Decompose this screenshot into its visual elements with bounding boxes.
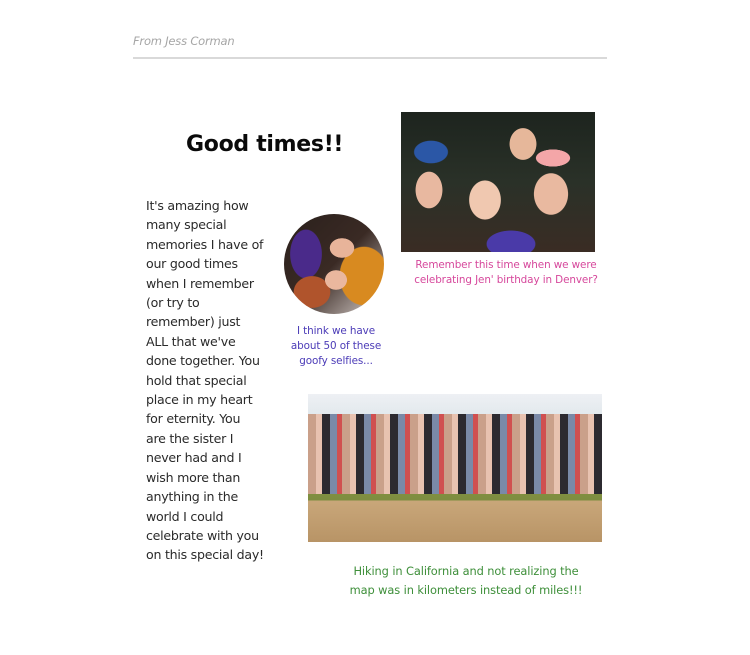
body-line: anything in the (146, 489, 238, 505)
caption-line: map was in kilometers instead of miles!!! (349, 583, 583, 597)
body-line: are the sister I (146, 430, 234, 446)
body-line: ALL that we've (146, 333, 236, 349)
body-line: our good times (146, 256, 238, 272)
caption-line: Hiking in California and not realizing the (353, 564, 579, 578)
from-label: From Jess Corman (133, 34, 235, 48)
body-line: on this special day! (146, 547, 264, 563)
body-line: done together. You (146, 353, 260, 369)
body-line: never had and I (146, 450, 242, 466)
body-line: It's amazing how (146, 198, 249, 213)
body-line: many special (146, 217, 227, 233)
group-photo (308, 394, 602, 542)
header-divider (133, 57, 607, 59)
circle-photo (284, 214, 384, 314)
group-caption (318, 562, 614, 600)
circle-caption (284, 324, 388, 369)
body-line: wish more than (146, 469, 241, 485)
selfie-caption (400, 258, 612, 288)
body-line: memories I have of (146, 236, 264, 252)
caption-line: about 50 of these (290, 340, 382, 352)
caption-line: goofy selfies... (299, 355, 373, 367)
message-body (146, 196, 271, 565)
body-line: hold that special (146, 372, 247, 388)
caption-line: Remember this time when we were (415, 259, 597, 271)
page-title: Good times!! (186, 132, 344, 157)
selfie-photo (401, 112, 595, 252)
body-line: (or try to (146, 295, 200, 311)
body-line: world I could (146, 508, 224, 524)
body-line: for eternity. You (146, 411, 241, 427)
body-line: place in my heart (146, 392, 253, 408)
body-line: when I remember (146, 275, 254, 291)
body-line: remember) just (146, 314, 241, 330)
caption-line: celebrating Jen' birthday in Denver? (414, 274, 598, 286)
body-line: celebrate with you (146, 527, 259, 543)
caption-line: I think we have (296, 325, 375, 337)
